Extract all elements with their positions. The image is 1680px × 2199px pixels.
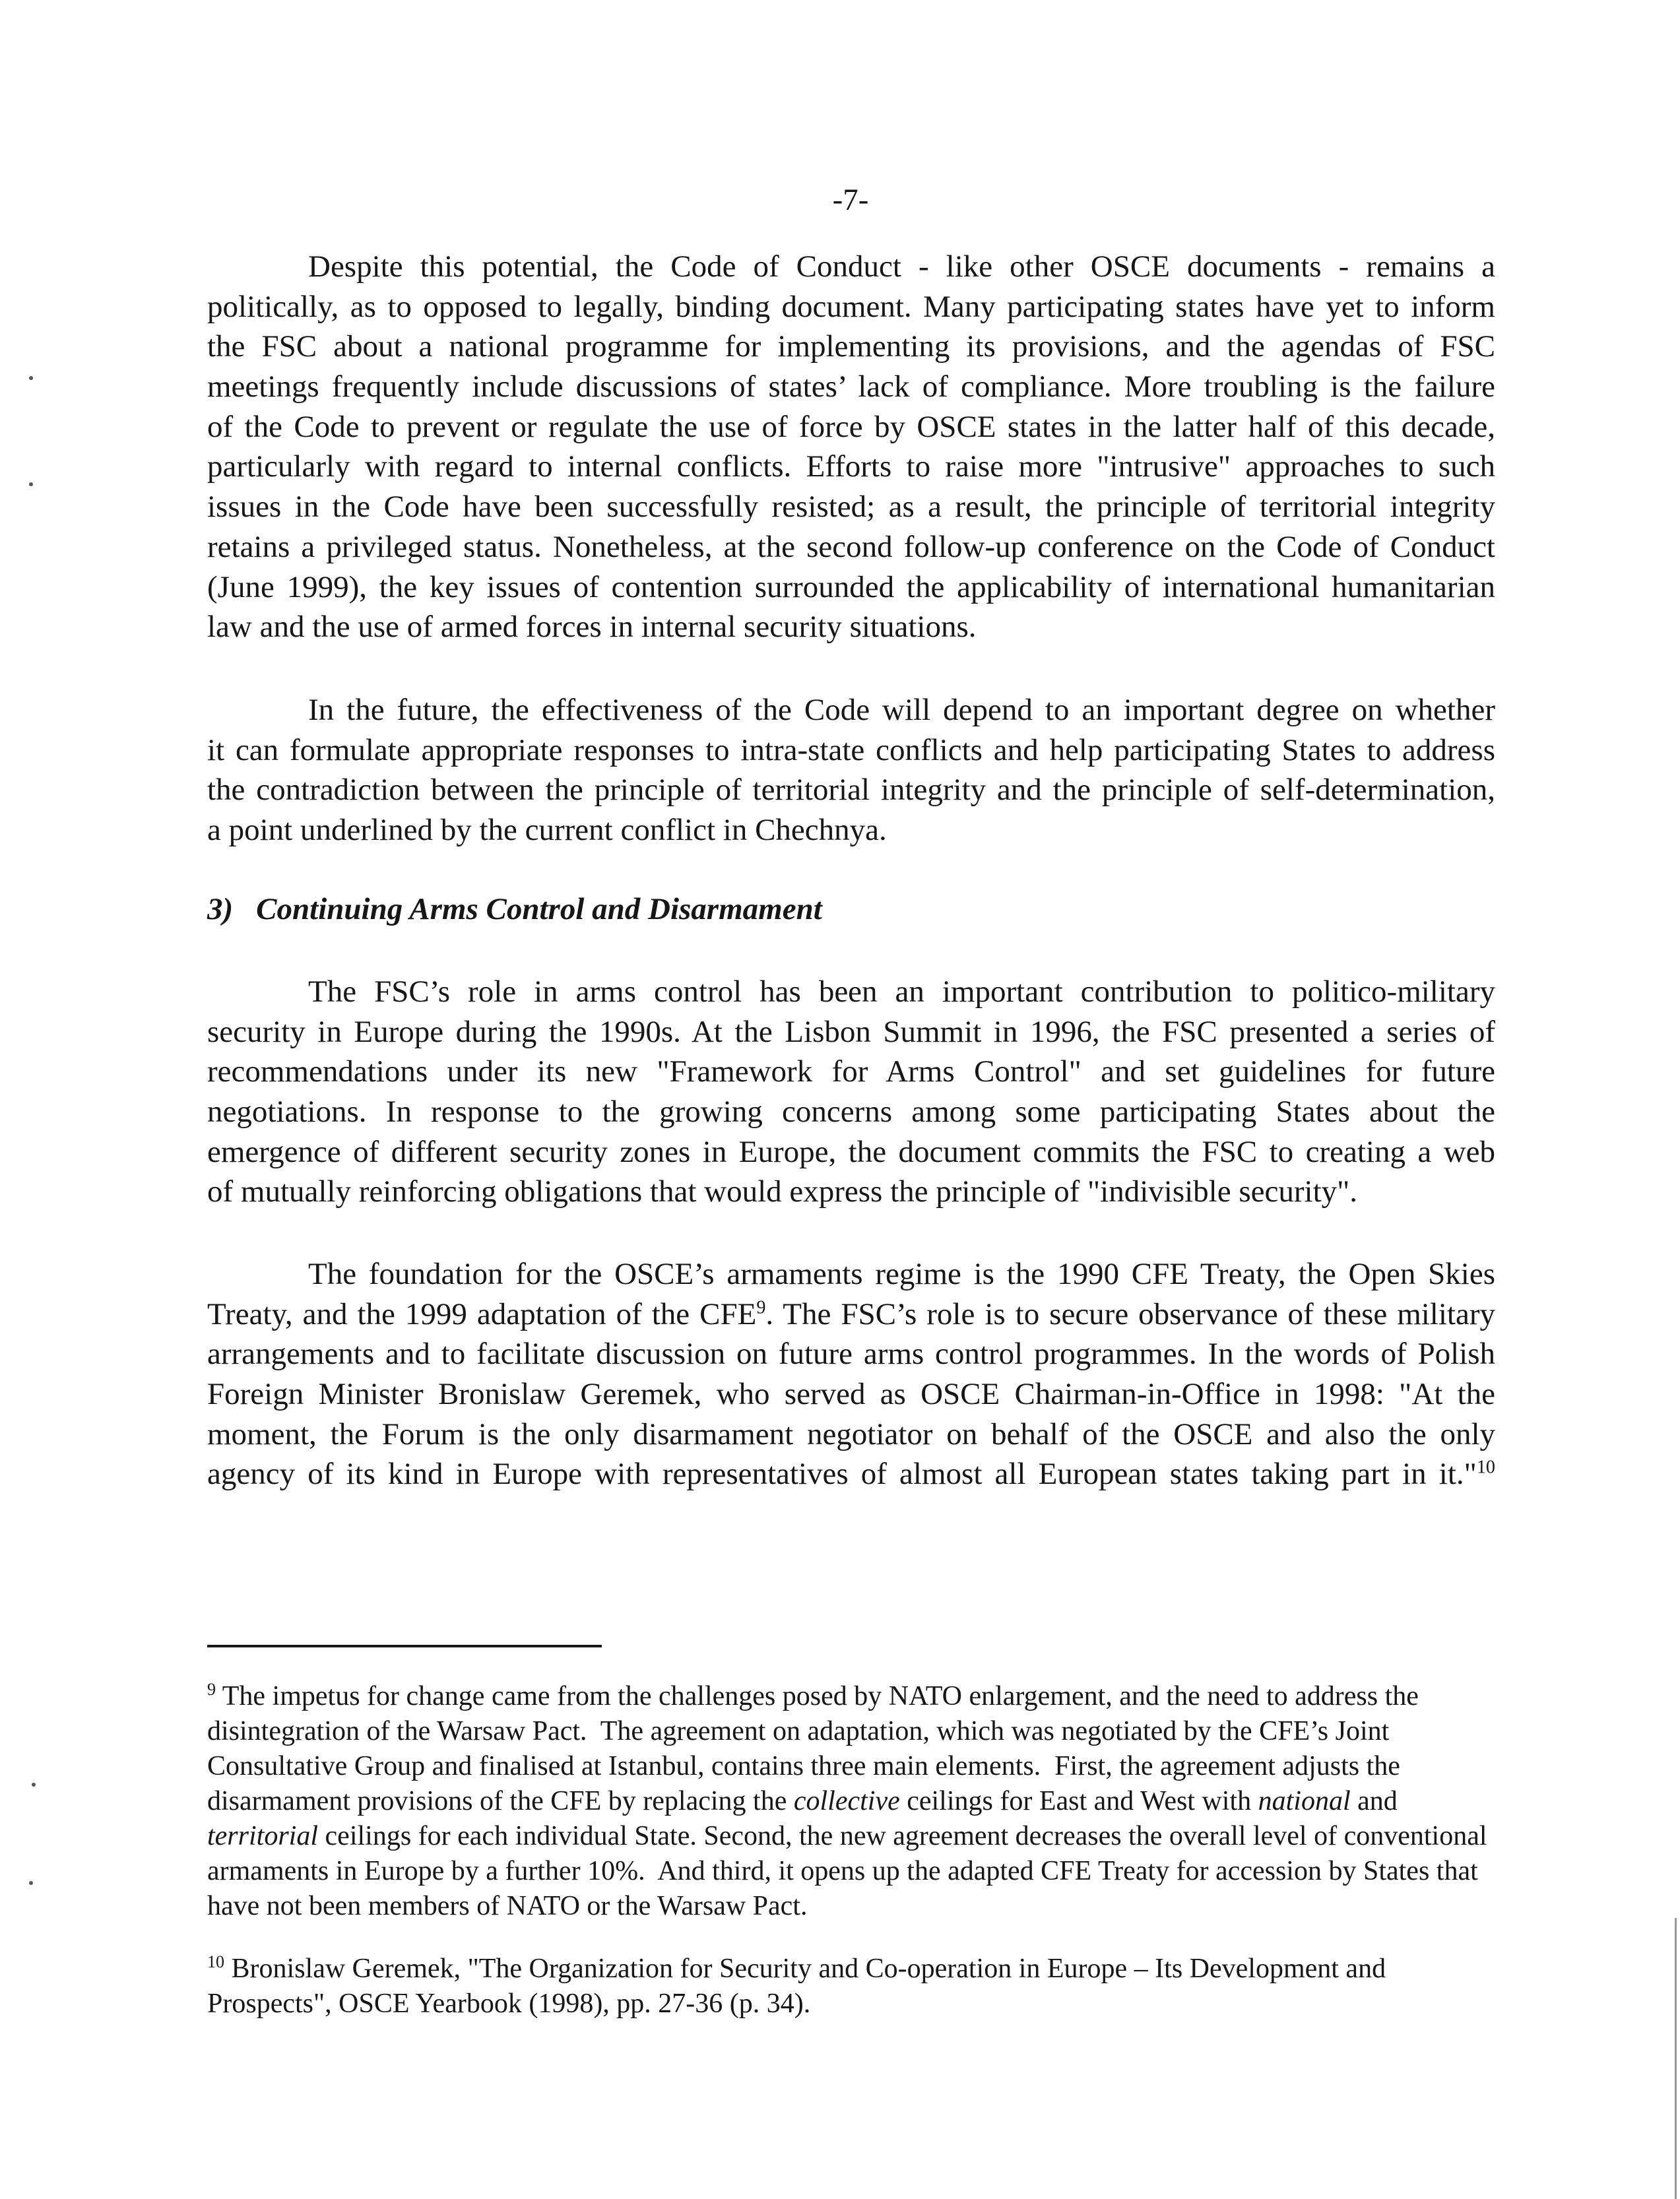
footnote-text: disarmament provisions of the CFE by replacing the xyxy=(207,1786,794,1816)
body-line: it can formulate appropriate responses to intra-state conflicts and help participating States to address xyxy=(207,732,1495,767)
body-line: law and the use of armed forces in internal security situations. xyxy=(207,610,977,645)
body-text: agency of its kind in Europe with representatives of almost all European states taking part in it." xyxy=(207,1457,1477,1492)
footnote-text: ceilings for each individual State. Second, the new agreement decreases the overall level of conventional xyxy=(318,1821,1487,1851)
scan-speck xyxy=(29,1881,33,1885)
body-line: recommendations under its new "Framework for Arms Control" and set guidelines for future xyxy=(207,1054,1495,1089)
body-line: Foreign Minister Bronislaw Geremek, who served as OSCE Chairman-in-Office in 1998: "At the xyxy=(207,1377,1495,1412)
footnote-line xyxy=(207,1952,1386,1987)
body-line: negotiations. In response to the growing concerns among some participating States about the xyxy=(207,1095,1495,1130)
body-line: The foundation for the OSCE’s armaments regime is the 1990 CFE Treaty, the Open Skies xyxy=(308,1257,1495,1291)
footnote-emphasis: national xyxy=(1258,1786,1351,1816)
body-line: Despite this potential, the Code of Conduct - like other OSCE documents - remains a xyxy=(308,249,1495,284)
body-line: The FSC’s role in arms control has been an important contribution to politico-military xyxy=(308,974,1495,1009)
body-line: the FSC about a national programme for implementing its provisions, and the agendas of FSC xyxy=(207,329,1495,364)
body-text: Treaty, and the 1999 adaptation of the CFE xyxy=(207,1296,757,1331)
body-line: emergence of different security zones in Europe, the document commits the FSC to creating a web xyxy=(207,1134,1495,1169)
body-line: moment, the Forum is the only disarmament negotiator on behalf of the OSCE and also the only xyxy=(207,1417,1495,1451)
body-line: the contradiction between the principle of territorial integrity and the principle of self-determination, xyxy=(207,773,1495,808)
footnote-line: disintegration of the Warsaw Pact. The agreement on adaptation, which was negotiated by the CFE’s Joint xyxy=(207,1716,1390,1746)
body-line: particularly with regard to internal conflicts. Efforts to raise more "intrusive" approaches to such xyxy=(207,449,1495,484)
footnote-line: armaments in Europe by a further 10%. And third, it opens up the adapted CFE Treaty for accession by States that xyxy=(207,1856,1478,1886)
footnote-marker: 9 xyxy=(207,1680,216,1699)
section-number: 3) xyxy=(207,892,234,926)
section-title: Continuing Arms Control and Disarmament xyxy=(256,892,822,926)
body-line: of the Code to prevent or regulate the use of force by OSCE states in the latter half of this decade, xyxy=(207,409,1495,444)
footnote-reference: 9 xyxy=(756,1297,766,1318)
footnote-line xyxy=(207,1679,1487,1714)
body-line: retains a privileged status. Nonetheless, at the second follow-up conference on the Code of Conduct xyxy=(207,529,1495,564)
footnote-10 xyxy=(207,1952,1386,2022)
footnote-emphasis: collective xyxy=(793,1786,900,1816)
body-line xyxy=(207,1294,1495,1335)
body-text: . The FSC’s role is to secure observance of these military xyxy=(765,1296,1495,1331)
body-line: security in Europe during the 1990s. At the Lisbon Summit in 1996, the FSC presented a series of xyxy=(207,1014,1495,1049)
footnote-text: The impetus for change came from the challenges posed by NATO enlargement, and the need to address the xyxy=(216,1681,1419,1711)
footnote-marker: 10 xyxy=(207,1952,225,1971)
page-number: -7- xyxy=(832,183,869,217)
body-line xyxy=(207,1454,1495,1494)
footnote-line: Prospects", OSCE Yearbook (1998), pp. 27-36 (p. 34). xyxy=(207,1989,811,2019)
footnote-line xyxy=(207,1819,1487,1854)
footnote-reference: 10 xyxy=(1476,1457,1495,1478)
paragraph-1 xyxy=(207,247,1495,647)
footnote-emphasis: territorial xyxy=(207,1821,319,1851)
footnote-text: and xyxy=(1350,1786,1398,1816)
section-heading xyxy=(207,889,822,930)
paragraph-2 xyxy=(207,690,1495,850)
body-line: of mutually reinforcing obligations that would express the principle of "indivisible security". xyxy=(207,1174,1358,1209)
scan-edge-line xyxy=(1675,1918,1677,2199)
footnote-line: have not been members of NATO or the Warsaw Pact. xyxy=(207,1891,808,1921)
footnote-text: Bronislaw Geremek, "The Organization for Security and Co-operation in Europe – Its Development and xyxy=(224,1954,1386,1984)
body-line: arrangements and to facilitate discussion on future arms control programmes. In the words of Polish xyxy=(207,1337,1495,1372)
body-line: meetings frequently include discussions of states’ lack of compliance. More troubling is the failure xyxy=(207,369,1495,404)
body-line: (June 1999), the key issues of contention surrounded the applicability of international humanitarian xyxy=(207,569,1495,604)
paragraph-3 xyxy=(207,972,1495,1212)
paragraph-4 xyxy=(207,1254,1495,1494)
scan-speck xyxy=(32,1783,36,1787)
scan-speck xyxy=(29,376,33,380)
footnote-line xyxy=(207,1784,1487,1819)
body-line: In the future, the effectiveness of the Code will depend to an important degree on whether xyxy=(308,693,1495,727)
body-line: politically, as to opposed to legally, binding document. Many participating states have yet to inform xyxy=(207,289,1495,324)
footnote-line: Consultative Group and finalised at Istanbul, contains three main elements. First, the agreement adjusts the xyxy=(207,1751,1400,1781)
footnote-text: ceilings for East and West with xyxy=(899,1786,1258,1816)
body-line: issues in the Code have been successfully resisted; as a result, the principle of territorial integrity xyxy=(207,490,1495,525)
footnote-9 xyxy=(207,1679,1487,1924)
body-line: a point underlined by the current conflict in Chechnya. xyxy=(207,813,887,848)
scan-speck xyxy=(29,482,33,486)
footnote-separator xyxy=(207,1645,602,1647)
